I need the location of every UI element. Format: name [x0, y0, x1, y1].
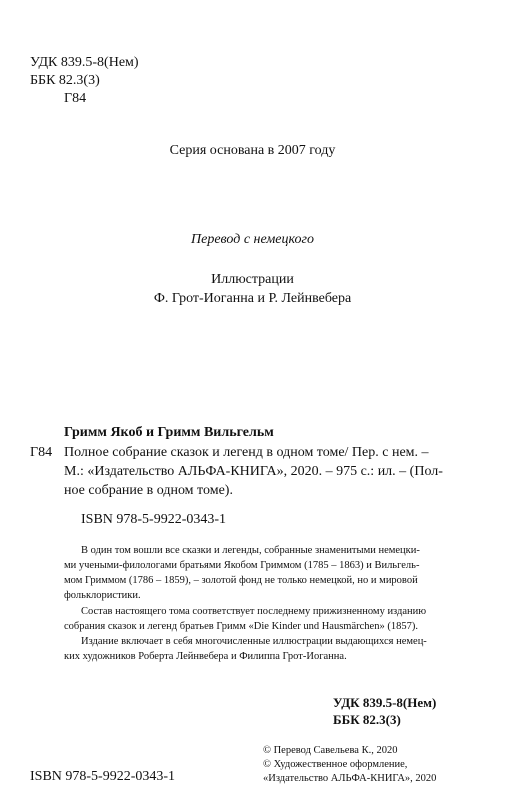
copyright-line: © Перевод Савельева К., 2020	[263, 745, 398, 756]
annotation-line: ких художников Роберта Лейнвебера и Филиппа Грот-Иоганна.	[64, 651, 347, 662]
catalog-isbn: ISBN 978-5-9922-0343-1	[81, 512, 227, 527]
catalog-mark: Г84	[30, 445, 53, 460]
series-note: Серия основана в 2007 году	[169, 143, 336, 158]
bbk-code-bottom: ББК 82.3(3)	[333, 712, 401, 727]
copyright-line: © Художественное оформление,	[263, 759, 408, 770]
isbn-bottom: ISBN 978-5-9922-0343-1	[30, 769, 176, 784]
bbk-code: ББК 82.3(3)	[30, 73, 100, 88]
annotation-line: Состав настоящего тома соответствует последнему прижизненному изданию	[81, 606, 427, 617]
catalog-authors: Гримм Якоб и Гримм Вильгельм	[64, 425, 274, 440]
translation-note: Перевод с немецкого	[191, 232, 314, 247]
annotation-line: Издание включает в себя многочисленные иллюстрации выдающихся немец-	[81, 636, 427, 647]
annotation-line: собрания сказок и легенд братьев Гримм «Die Kinder und Hausmärchen» (1857).	[64, 621, 418, 632]
author-mark: Г84	[64, 91, 87, 106]
udk-code: УДК 839.5-8(Нем)	[30, 55, 139, 70]
udk-code-bottom: УДК 839.5-8(Нем)	[333, 695, 437, 710]
copyright-line: «Издательство АЛЬФА-КНИГА», 2020	[263, 773, 437, 784]
illustrations-label: Иллюстрации	[211, 272, 294, 287]
annotation-line: В один том вошли все сказки и легенды, собранные знаменитыми немецки-	[81, 545, 420, 556]
catalog-desc-line: Полное собрание сказок и легенд в одном томе/ Пер. с нем. –	[64, 445, 429, 460]
annotation-line: ми учеными-филологами братьями Якобом Гриммом (1785 – 1863) и Вильгель-	[64, 560, 420, 571]
annotation-line: мом Гриммом (1786 – 1859), – золотой фонд не только немецкой, но и мировой	[64, 575, 418, 586]
illustrators: Ф. Грот-Иоганна и Р. Лейнвебера	[153, 291, 352, 306]
catalog-desc-line: М.: «Издательство АЛЬФА-КНИГА», 2020. – 975 с.: ил. – (Пол-	[64, 464, 443, 479]
annotation-line: фольклористики.	[64, 590, 141, 601]
catalog-desc-line: ное собрание в одном томе).	[64, 483, 233, 498]
